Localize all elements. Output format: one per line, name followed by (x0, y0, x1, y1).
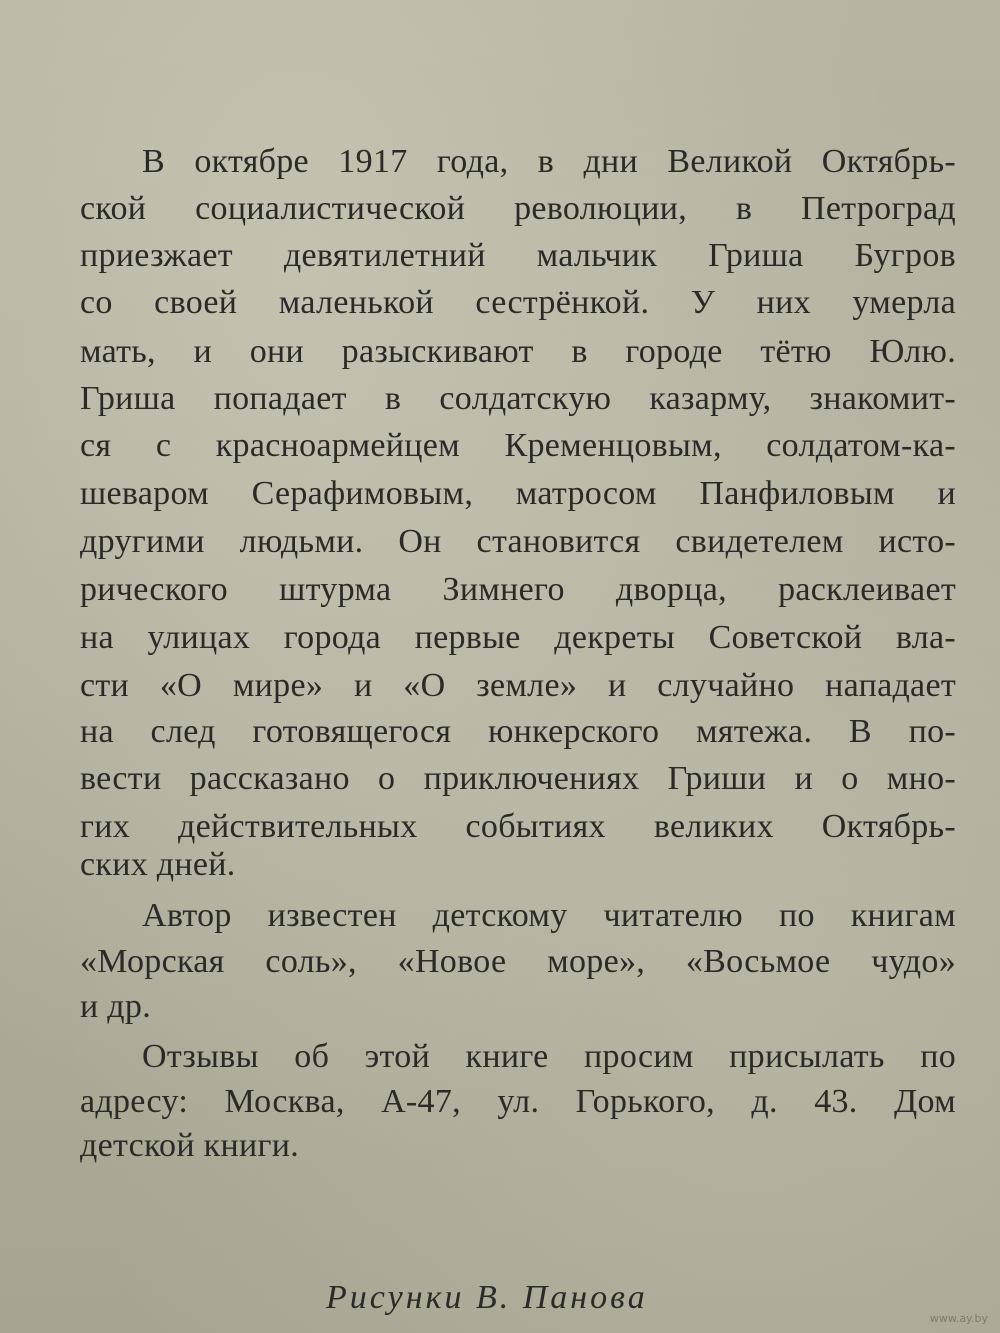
paragraph-1-line-9: другими людьми. Он становится свидетелем исто- (80, 523, 956, 560)
paragraph-1-line-7: ся с красноармейцем Кременцовым, солдатом-ка- (80, 427, 956, 464)
paragraph-2-line-1: Автор известен детскому читателю по книгам (142, 897, 956, 934)
paragraph-1-line-6: Гриша попадает в солдатскую казарму, знакомит- (80, 380, 956, 417)
paragraph-1-line-12: сти «О мире» и «О земле» и случайно нападает (80, 667, 956, 704)
paragraph-1-line-10: рического штурма Зимнего дворца, расклеивает (80, 571, 956, 608)
paragraph-1-line-4: со своей маленькой сестрёнкой. У них умерла (80, 284, 956, 321)
paragraph-1-line-1: В октябре 1917 года, в дни Великой Октябрь- (142, 143, 956, 180)
paragraph-1-line-5: мать, и они разыскивают в городе тётю Юлю. (80, 333, 956, 370)
illustrations-credit: Рисунки В. Панова (326, 1279, 648, 1316)
paragraph-1-line-3: приезжает девятилетний мальчик Гриша Бугров (80, 237, 956, 274)
site-watermark: www.ay.by (929, 1312, 988, 1325)
paragraph-1-line-16: ских дней. (80, 846, 236, 883)
paragraph-1-line-13: на след готовящегося юнкерского мятежа. В по- (80, 713, 956, 750)
paragraph-2-line-2: «Морская соль», «Новое море», «Восьмое чудо» (80, 943, 956, 980)
paragraph-1-line-15: гих действительных событиях великих Октябрь- (80, 808, 956, 845)
paragraph-1-line-8: шеваром Серафимовым, матросом Панфиловым и (80, 475, 956, 512)
paragraph-1-line-2: ской социалистической революции, в Петроград (80, 190, 956, 227)
paragraph-3-line-2: адресу: Москва, А-47, ул. Горького, д. 43. Дом (80, 1083, 956, 1120)
paragraph-3-line-3: детской книги. (80, 1127, 299, 1164)
paragraph-1-line-11: на улицах города первые декреты Советской вла- (80, 619, 956, 656)
paragraph-2-line-3: и др. (80, 988, 151, 1025)
paragraph-1-line-14: вести рассказано о приключениях Гриши и о мно- (80, 760, 956, 797)
paragraph-3-line-1: Отзывы об этой книге просим присылать по (142, 1038, 956, 1075)
